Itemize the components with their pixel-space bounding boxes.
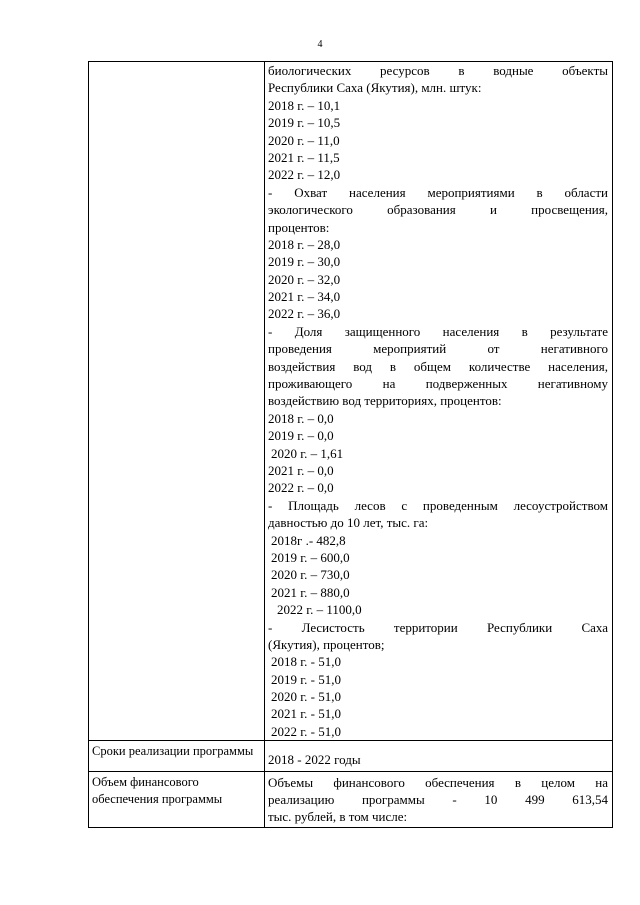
- indicators-content: [265, 62, 612, 740]
- funding-text-cell: [265, 771, 613, 827]
- fish-value: 2021 г. – 11,5: [268, 149, 340, 165]
- fish-value: 2018 г. – 10,1: [268, 97, 341, 113]
- period-label: Сроки реализации программы: [92, 744, 254, 759]
- water-text-line: - Доля защищенного населения в результате: [268, 323, 608, 339]
- forest-area-text-line: давностью до 10 лет, тыс. га:: [268, 515, 429, 531]
- eco-value: 2021 г. – 34,0: [268, 289, 341, 305]
- forest-cover-value: 2022 г. - 51,0: [271, 723, 341, 739]
- water-value: 2021 г. – 0,0: [268, 462, 334, 478]
- funding-text-line: тыс. рублей, в том числе:: [268, 809, 408, 825]
- water-value: 2022 г. – 0,0: [268, 480, 334, 496]
- period-value: 2018 - 2022 годы: [268, 752, 361, 768]
- funding-content: [265, 772, 612, 827]
- forest-area-text-line: - Площадь лесов с проведенным лесоустройством: [268, 497, 608, 513]
- eco-text-line: экологического образования и просвещения,: [268, 202, 608, 218]
- water-text-line: проведения мероприятий от негативного: [268, 341, 608, 357]
- indicators-cell: [265, 62, 613, 741]
- funding-row: [89, 771, 613, 827]
- water-value: 2019 г. – 0,0: [268, 428, 334, 444]
- water-text-line: проживающего на подверженных негативному: [268, 376, 608, 392]
- indicators-label-cell: [89, 62, 265, 741]
- funding-label: Объем финансового обеспечения программы: [92, 774, 223, 806]
- forest-area-value: 2018г .- 482,8: [271, 532, 346, 548]
- period-row: [89, 741, 613, 771]
- eco-value: 2020 г. – 32,0: [268, 271, 341, 287]
- forest-area-value: 2022 г. – 1100,0: [277, 602, 362, 618]
- passport-table: [88, 61, 613, 828]
- water-value: 2018 г. – 0,0: [268, 410, 334, 426]
- indicators-row: [89, 62, 613, 741]
- water-value: 2020 г. – 1,61: [271, 445, 344, 461]
- fish-value: 2019 г. – 10,5: [268, 115, 341, 131]
- forest-cover-value: 2021 г. - 51,0: [271, 706, 341, 722]
- fish-text-line: биологических ресурсов в водные объекты: [268, 63, 608, 78]
- forest-cover-value: 2019 г. - 51,0: [271, 671, 341, 687]
- eco-text-line: - Охват населения мероприятиями в области: [268, 184, 608, 200]
- eco-text-line: процентов:: [268, 219, 330, 235]
- period-value-cell: [265, 741, 613, 771]
- funding-text-line: реализацию программы - 10 499 613,54: [268, 792, 608, 808]
- forest-cover-text-line: - Лесистость территории Республики Саха: [268, 619, 608, 635]
- funding-text-line: Объемы финансового обеспечения в целом на: [268, 774, 608, 790]
- period-label-cell: [89, 741, 265, 771]
- eco-value: 2022 г. – 36,0: [268, 306, 341, 322]
- water-text-line: воздействия вод в общем количестве населения,: [268, 358, 608, 374]
- forest-area-value: 2019 г. – 600,0: [271, 549, 350, 565]
- forest-area-value: 2021 г. – 880,0: [271, 584, 350, 600]
- page-number: 4: [317, 39, 323, 50]
- eco-value: 2018 г. – 28,0: [268, 236, 341, 252]
- fish-value: 2022 г. – 12,0: [268, 167, 341, 183]
- water-text-line: воздействию вод территориях, процентов:: [268, 393, 502, 409]
- eco-value: 2019 г. – 30,0: [268, 254, 341, 270]
- fish-value: 2020 г. – 11,0: [268, 132, 340, 148]
- fish-text-line: Республики Саха (Якутия), млн. штук:: [268, 80, 482, 96]
- funding-label-cell: [89, 771, 265, 827]
- forest-area-value: 2020 г. – 730,0: [271, 567, 350, 583]
- forest-cover-text-line: (Якутия), процентов;: [268, 636, 385, 652]
- forest-cover-value: 2020 г. - 51,0: [271, 689, 341, 705]
- forest-cover-value: 2018 г. - 51,0: [271, 654, 341, 670]
